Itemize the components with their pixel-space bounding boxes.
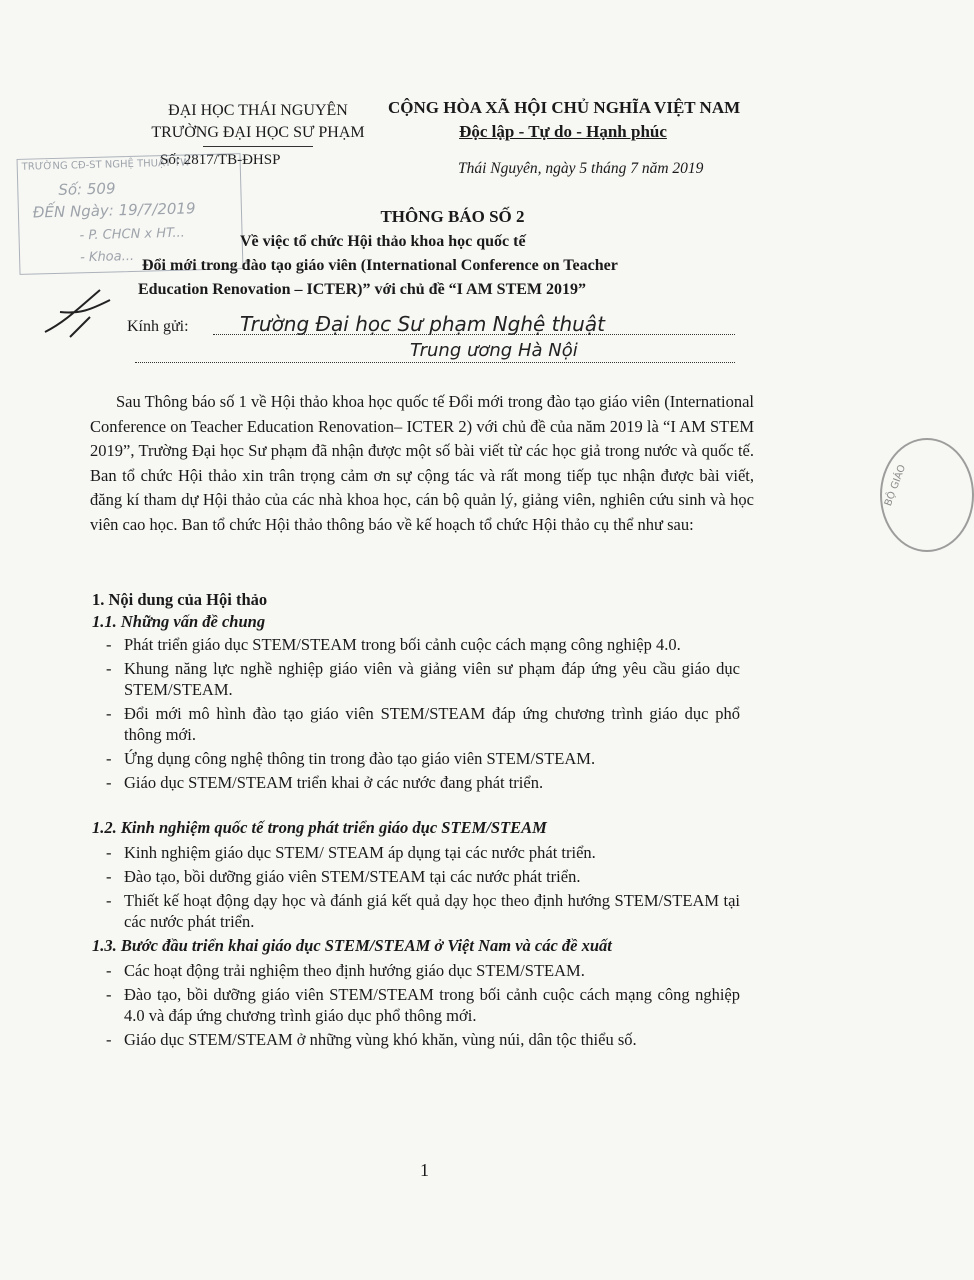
list-item: - Ứng dụng công nghệ thông tin trong đào tạo giáo viên STEM/STEAM. <box>100 748 740 769</box>
intro-paragraph <box>90 390 754 537</box>
list-item: - Giáo dục STEM/STEAM ở những vùng khó khăn, vùng núi, dân tộc thiểu số. <box>100 1029 740 1050</box>
stamp-line-1: TRƯỜNG CĐ-ST NGHỆ THUẬT TW <box>21 157 191 173</box>
national-heading <box>388 96 741 144</box>
recipient-handwritten-1: Trường Đại học Sư phạm Nghệ thuật <box>240 312 605 336</box>
section-1-3-list <box>100 960 740 1053</box>
section-1-2-heading: 1.2. Kinh nghiệm quốc tế trong phát triển giáo dục STEM/STEAM <box>92 818 547 837</box>
stamp-line-2: Số: 509 <box>58 179 116 199</box>
list-item: - Các hoạt động trải nghiệm theo định hướng giáo dục STEM/STEAM. <box>100 960 740 981</box>
recipient-label: Kính gửi: <box>127 318 189 335</box>
stamp-line-3: ĐẾN Ngày: 19/7/2019 <box>32 199 196 222</box>
list-item: - Giáo dục STEM/STEAM triển khai ở các nước đang phát triển. <box>100 772 740 793</box>
subject-line-1: Về việc tổ chức Hội thảo khoa học quốc tế <box>240 233 526 250</box>
subject-line-2: Đổi mới trong đào tạo giáo viên (International Conference on Teacher <box>142 257 618 274</box>
stamp-line-5: - Khoa... <box>79 248 135 266</box>
section-1-3-heading: 1.3. Bước đầu triển khai giáo dục STEM/STEAM ở Việt Nam và các đề xuất <box>92 936 612 955</box>
handwritten-signature-mark <box>40 282 120 342</box>
org-underline <box>203 146 313 147</box>
recipient-dotted-line-2 <box>135 362 735 363</box>
section-1-1-list <box>100 634 740 796</box>
intro-text: Sau Thông báo số 1 về Hội thảo khoa học quốc tế Đổi mới trong đào tạo giáo viên (International Conference on Teacher Education Renovation– ICTER 2) với chủ đề của năm 2019 là “I AM STEM 2019”, Trường Đại học Sư phạm đã nhận được một số bài viết từ các học giả trong nước và quốc tế. Ban tổ chức Hội thảo xin trân trọng cảm ơn sự cộng tác và rất mong tiếp tục nhận được bài viết, đăng kí tham dự Hội thảo của các nhà khoa học, cán bộ quản lý, giảng viên, nghiên cứu sinh và học viên cao học. Ban tổ chức Hội thảo thông báo về kế hoạch tổ chức Hội thảo cụ thể như sau: <box>90 392 754 534</box>
notice-title: THÔNG BÁO SỐ 2 <box>380 207 525 226</box>
org-line-1: ĐẠI HỌC THÁI NGUYÊN <box>168 102 348 119</box>
partial-seal-stamp <box>880 438 974 552</box>
document-reference-number: Số: 2817/TB-ĐHSP <box>160 152 281 168</box>
list-item: - Thiết kế hoạt động dạy học và đánh giá kết quả dạy học theo định hướng STEM/STEAM tại các nước phát triển. <box>100 890 740 932</box>
section-1-1-heading: 1.1. Những vấn đề chung <box>92 612 266 631</box>
list-item: - Đào tạo, bồi dưỡng giáo viên STEM/STEAM tại các nước phát triển. <box>100 866 740 887</box>
subject-line-3: Education Renovation – ICTER)” với chủ đề “I AM STEM 2019” <box>138 281 587 298</box>
issuing-organization <box>148 100 368 147</box>
list-item: - Đào tạo, bồi dưỡng giáo viên STEM/STEAM trong bối cảnh cuộc cách mạng công nghiệp 4.0 và đáp ứng chương trình giáo dục phổ thông mới. <box>100 984 740 1026</box>
page-number: 1 <box>420 1160 429 1180</box>
list-item: - Đổi mới mô hình đào tạo giáo viên STEM/STEAM đáp ứng chương trình giáo dục phổ thông mới. <box>100 703 740 745</box>
list-item: - Phát triển giáo dục STEM/STEAM trong bối cảnh cuộc cách mạng công nghiệp 4.0. <box>100 634 740 655</box>
recipient-handwritten-2: Trung ương Hà Nội <box>410 340 578 361</box>
section-1-2-list <box>100 842 740 935</box>
org-line-2: TRƯỜNG ĐẠI HỌC SƯ PHẠM <box>151 124 365 141</box>
seal-text: BỘ GIÁO <box>883 463 909 508</box>
country-line-1: CỘNG HÒA XÃ HỘI CHỦ NGHĨA VIỆT NAM <box>388 98 741 117</box>
list-item: - Khung năng lực nghề nghiệp giáo viên và giảng viên sư phạm đáp ứng yêu cầu giáo dục STEM/STEAM. <box>100 658 740 700</box>
place-and-date: Thái Nguyên, ngày 5 tháng 7 năm 2019 <box>458 160 704 177</box>
list-item: - Kinh nghiệm giáo dục STEM/ STEAM áp dụng tại các nước phát triển. <box>100 842 740 863</box>
country-line-2: Độc lập - Tự do - Hạnh phúc <box>459 122 667 141</box>
stamp-line-4: - P. CHCN x HT... <box>79 225 186 244</box>
section-1-heading: 1. Nội dung của Hội thảo <box>92 590 268 609</box>
